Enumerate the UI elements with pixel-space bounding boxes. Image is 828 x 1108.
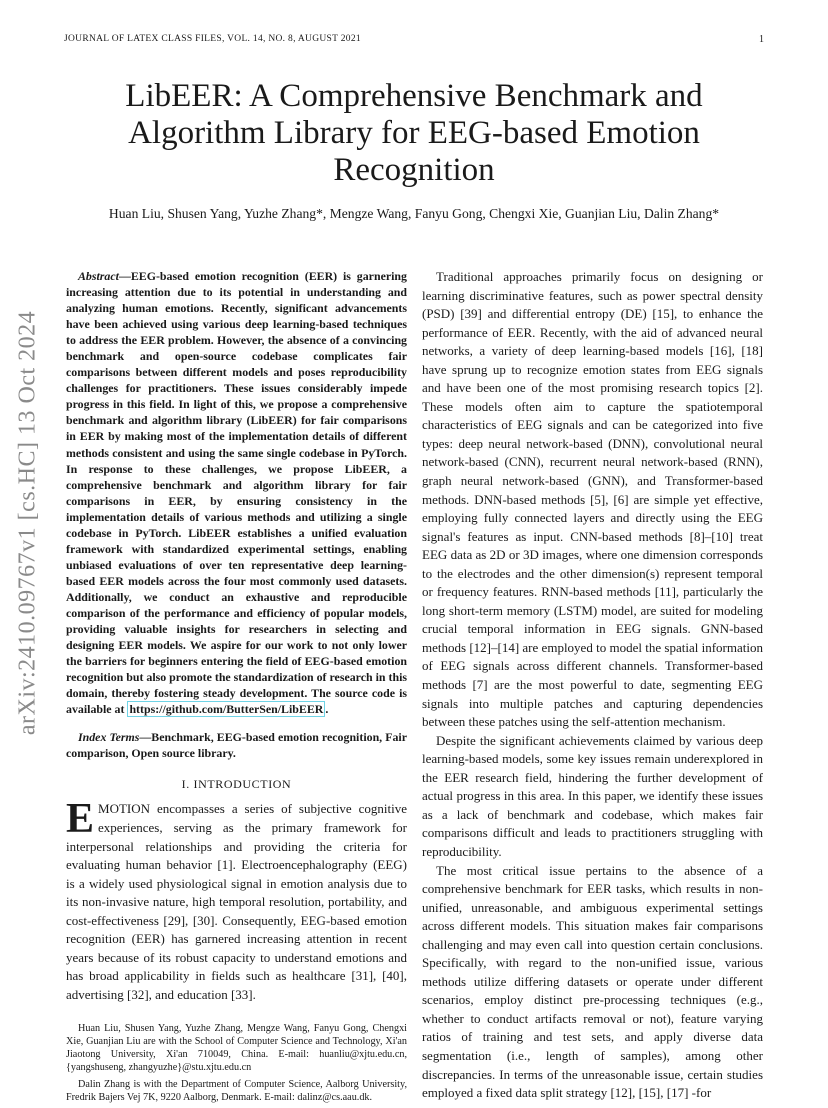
body-paragraph-1: Traditional approaches primarily focus on designing or learning discriminative features, such as power spectral density (PSD) [39] and differential entropy (DE) [15], to enhance the performance of EER. Recently, with the aid of advanced neural networks, a variety of deep learning-based models [16], [18] have sprung up to recognize emotion states from EEG signals and have been one of the most promising research topics [2]. These models often aim to capture the spatiotemporal characteristics of EEG signals and can be categorized into five types: deep neural network-based (DNN), convolutional neural network-based (CNN), recurrent neural network-based (RNN), graph neural network-based (GNN), and Transformer-based methods. DNN-based methods [5], [6] are simple yet effective, employing fully connected layers and directly using the EEG signal's features as input. CNN-based methods [8]–[10] treat EEG data as 2D or 3D images, where one dimension corresponds to the electrodes and the other dimension(s) represent temporal or frequency features. RNN-based methods [11], particularly the long short-term memory (LSTM) model, are suited for modeling crucial temporal information in EEG signals. GNN-based methods [12]–[14] are employed to model the spatial information of EEG signals across different channels. Transformer-based methods [7] are the most powerful to date, segmenting EEG signals into multiple patches and capturing dependencies between these patches using the self-attention mechanism. (422, 269, 763, 730)
abstract-label: Abstract (78, 269, 119, 283)
footnotes (66, 1022, 407, 1104)
arxiv-stamp (8, 285, 48, 760)
body-paragraph-2: Despite the significant achievements claimed by various deep learning-based models, some key issues remain underexplored in the EER research field, hindering the further development of actual progress in this area. In this paper, we identify these issues as a lack of benchmark and codebase, which makes fair comparisons difficult and leads to practitioners struggling with reproducibility. (422, 732, 763, 859)
intro-paragraph (66, 796, 407, 1004)
footnote-affiliation-1: Huan Liu, Shusen Yang, Yuzhe Zhang, Mengze Wang, Fanyu Gong, Chengxi Xie, Guanjian Liu are with the School of Computer Science and Technology, Xi'an Jiaotong University, Xi'an 710049, China. E-mail: huanliu@xjtu.edu.cn, {yangshuseng, zhangyuzhe}@stu.xjtu.edu.cn (66, 1023, 407, 1074)
abstract (66, 268, 407, 717)
arxiv-stamp-text: arXiv:2410.09767v1 [cs.HC] 13 Oct 2024 (14, 310, 41, 735)
dropcap: E (66, 796, 95, 843)
footnote-affiliation-2: Dalin Zhang is with the Department of Computer Science, Aalborg University, Fredrik Bajers Vej 7K, 9220 Aalborg, Denmark. E-mail: dalinz@cs.aau.dk. (66, 1079, 407, 1104)
body-paragraph-3: The most critical issue pertains to the absence of a comprehensive benchmark for EER tasks, which results in non-unified, unreasonable, and ambiguous experimental settings across different models. This situation makes fair comparisons challenging and may even call into question certain conclusions. Specifically, with regard to the non-unified issue, various methods utilize differing datasets or operate under different scenarios, employ distinct pre-processing techniques (e.g., whether to conduct artifacts removal or not), feature varying ratios of training and test sets, and apply diverse data segmentation (i.e., length of samples), among other discrepancies. In terms of the unreasonable issue, certain studies employed a fixed data split strategy [12], [15], [17] -for (422, 862, 763, 1101)
title-line-1: LibEER: A Comprehensive Benchmark and (125, 78, 703, 114)
section-heading: I. INTRODUCTION (181, 777, 292, 792)
right-column (422, 268, 763, 1103)
title-line-2: Algorithm Library for EEG-based Emotion (128, 115, 700, 151)
abstract-text: —EEG-based emotion recognition (EER) is garnering increasing attention due to its potential in understanding and analyzing human emotions. Recently, significant advancements have been achieved using various deep learning-based techniques to address the EER problem. However, the absence of a convincing benchmark and open-source codebase complicates fair comparisons between different models and poses reproducibility challenges for practitioners. These issues considerably impede progress in this field. In light of this, we propose a comprehensive benchmark and algorithm library (LibEER) for fair comparisons in EER by making most of the implementation details of different methods consistent and using the same single codebase in PyTorch. In response to these challenges, we propose LibEER, a comprehensive benchmark and algorithm library for fair comparisons in EER, by ensuring consistency in the implementation details of various methods and utilizing a single codebase in PyTorch. LibEER establishes a unified evaluation framework with standardized experimental settings, enabling unbiased evaluations of over ten representative deep learning-based EER models across the four most commonly used datasets. Additionally, we conduct an exhaustive and reproducible comparison of the performance and efficiency of popular models, providing valuable insights for researchers in selecting and designing EER models. We aspire for our work to not only lower the barriers for beginners entering the field of EEG-based emotion recognition but also promote the standardization of research in this domain, thereby fostering steady development. The source code is available at (66, 269, 407, 717)
title-line-3: Recognition (333, 152, 495, 188)
index-terms-text: —Benchmark, EEG-based emotion recognition, Fair comparison, Open source library. (66, 730, 407, 761)
index-terms (66, 729, 407, 761)
source-code-link[interactable]: https://github.com/ButterSen/LibEER (129, 702, 324, 717)
intro-text: MOTION encompasses a series of subjective cognitive experiences, serving as the primary framework for interpersonal relationships and providing the criteria for evaluating human behavior [1]. Electroencephalography (EEG) is a widely used physiological signal in emotion analysis due to its non-invasive nature, high temporal resolution, portability, and cost-effectiveness [29], [30]. Consequently, EEG-based emotion recognition (EER) has garnered increasing attention in recent years because of its robust capacity to understand emotions and has broad applicability in fields such as healthcare [31], [40], advertising [32], and education [33]. (66, 801, 407, 1002)
left-column (66, 268, 407, 1108)
page-number: 1 (759, 34, 764, 45)
index-terms-label: Index Terms (78, 730, 140, 745)
author-list: Huan Liu, Shusen Yang, Yuzhe Zhang*, Mengze Wang, Fanyu Gong, Chengxi Xie, Guanjian Liu, Dalin Zhang* (108, 206, 720, 221)
abstract-end: . (325, 702, 329, 717)
paper-title (64, 78, 764, 189)
running-header: JOURNAL OF LATEX CLASS FILES, VOL. 14, NO. 8, AUGUST 2021 (64, 34, 361, 44)
